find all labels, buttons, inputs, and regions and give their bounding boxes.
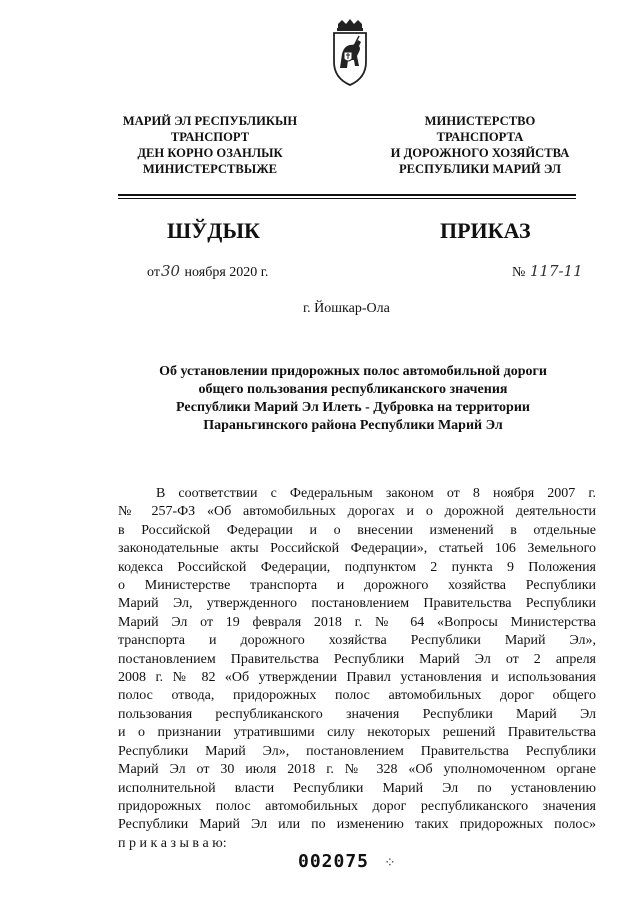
number-prefix: № [512, 265, 526, 280]
document-type-russian: ПРИКАЗ [440, 218, 531, 243]
body-line: Республики Марий Эл или по изменению таких придорожных полос» [118, 817, 596, 833]
header-divider-thin [118, 198, 576, 199]
header-right-line: РЕСПУБЛИКИ МАРИЙ ЭЛ [398, 162, 562, 176]
number-value-handwritten: 117-11 [529, 262, 583, 280]
document-body [118, 485, 596, 853]
body-line: пользования республиканского значения Республики Марий Эл [118, 706, 596, 722]
body-line: 2008 г. № 82 «Об утверждении Правил установления и использования [118, 670, 596, 686]
body-line: придорожных полос автомобильных дорог республиканского значения [118, 798, 596, 814]
body-line: в Российской Федерации и о внесении изменений в отдельные [118, 522, 596, 538]
header-right-ministry-name-russian [352, 113, 608, 177]
body-line: и о признании утратившими силу некоторых решений Правительства [118, 725, 596, 741]
document-date [147, 262, 268, 282]
body-line: транспорта и дорожного хозяйства Республики Марий Эл», [118, 633, 596, 649]
document-type-mari: ШЎДЫК [167, 218, 260, 243]
header-left-line: МАРИЙ ЭЛ РЕСПУБЛИКЫН [122, 114, 298, 128]
body-line: Марий Эл от 30 июля 2018 г. № 328 «Об уполномоченном органе [118, 762, 596, 778]
document-subject [118, 363, 588, 435]
serial-mark-icon: ⁘ [384, 856, 396, 871]
body-line: законодательные акты Российской Федерации», статьей 106 Земельного [118, 541, 596, 557]
body-line: Республики Марий Эл», постановлением Правительства Республики [118, 743, 596, 759]
body-line: постановлением Правительства Республики Марий Эл от 2 апреля [118, 651, 596, 667]
form-serial-number: 002075 [298, 851, 370, 872]
body-line: Марий Эл от 19 февраля 2018 г. № 64 «Вопросы Министерства [118, 614, 596, 630]
body-line: В соответствии с Федеральным законом от 8 ноября 2007 г. [156, 486, 596, 501]
body-line-order-word: п р и к а з ы в а ю: [118, 835, 227, 851]
subject-line: общего пользования республиканского значения [198, 382, 508, 397]
body-line: кодекса Российской Федерации, подпунктом 2 пункта 9 Положения [118, 559, 596, 575]
header-left-line: ТРАНСПОРТ [170, 130, 250, 144]
header-left-line: ДЕН КОРНО ОЗАНЛЫК [137, 146, 283, 160]
subject-line: Об установлении придорожных полос автомобильной дороги [159, 364, 547, 379]
header-left-line: МИНИСТЕРСТВЫЖЕ [142, 162, 278, 176]
body-line: Марий Эл, утвержденного постановлением Правительства Республики [118, 596, 596, 612]
header-divider-thick [118, 194, 576, 196]
subject-line: Параньгинского района Республики Марий Эл [203, 418, 503, 433]
header-right-line: И ДОРОЖНОГО ХОЗЯЙСТВА [390, 146, 570, 160]
header-right-line: ТРАНСПОРТА [436, 130, 524, 144]
date-day-handwritten: 30 [160, 262, 181, 280]
subject-line: Республики Марий Эл Илеть - Дубровка на территории [176, 400, 530, 415]
document-city: г. Йошкар-Ола [303, 301, 390, 316]
date-prefix: от [147, 265, 160, 280]
date-rest: ноября 2020 г. [184, 265, 269, 280]
header-left-ministry-name-mari [90, 113, 330, 177]
body-line: исполнительной власти Республики Марий Эл по установлению [118, 780, 596, 796]
header-right-line: МИНИСТЕРСТВО [424, 114, 536, 128]
body-line: о Министерстве транспорта и дорожного хозяйства Республики [118, 578, 596, 594]
coat-of-arms-icon [328, 18, 372, 88]
body-line: № 257-ФЗ «Об автомобильных дорогах и о дорожной деятельности [118, 504, 596, 520]
document-number [512, 262, 584, 282]
body-line: полос отвода, придорожных полос автомобильных дорог общего [118, 688, 596, 704]
